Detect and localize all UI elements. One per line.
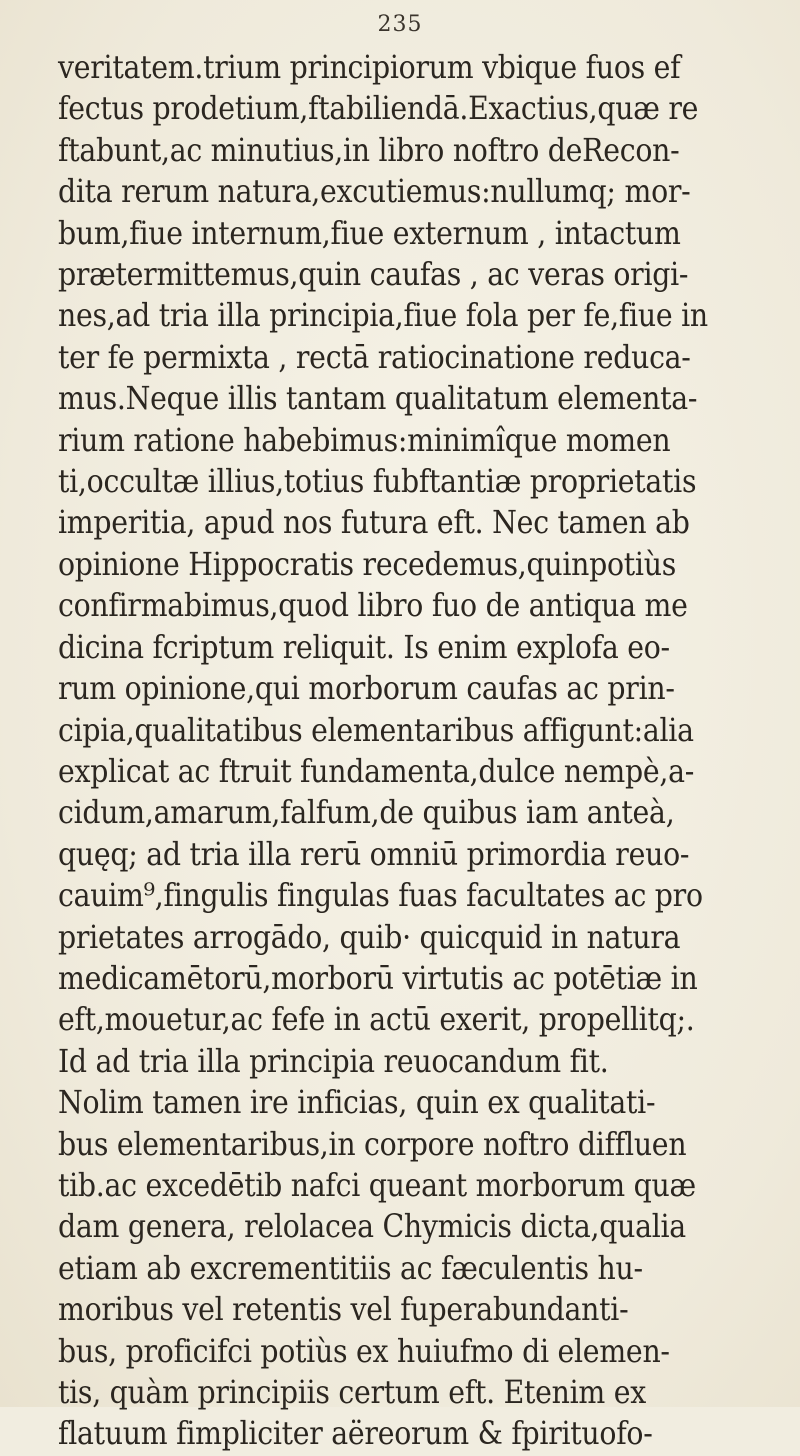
text-line: imperitia, apud nos futura eft. Nec tamen ab	[58, 505, 690, 542]
text-line: mus.Neque illis tantam qualitatum elementa-	[58, 381, 698, 418]
text-line: cipia,qualitatibus elementaribus affigunt:alia	[58, 712, 694, 749]
text-line: quęq; ad tria illa rerū omniū primordia reuo-	[58, 836, 690, 873]
text-line: opinione Hippocratis recedemus,quinpotiùs	[58, 546, 676, 583]
text-line: dam genera, relolacea Chymicis dicta,qualia	[58, 1209, 686, 1246]
text-line: eft,mouetur,ac fefe in actū exerit, propellitq;.	[58, 1002, 695, 1039]
text-line: moribus vel retentis vel fuperabundanti-	[58, 1292, 629, 1329]
text-line: confirmabimus,quod libro fuo de antiqua me	[58, 588, 688, 625]
text-line: fectus prodetium,ftabiliendā.Exactius,quæ re	[58, 91, 699, 128]
text-line: Nolim tamen ire inficias, quin ex qualitati-	[58, 1085, 656, 1122]
text-line: ter fe permixta , rectā ratiocinatione reduca-	[58, 339, 691, 376]
text-line: veritatem.trium principiorum vbique fuos ef	[58, 50, 681, 86]
text-line: ftabunt,ac minutius,in libro noftro deRecon-	[58, 132, 680, 169]
text-line: bum,fiue internum,fiue externum , intactum	[58, 215, 681, 252]
page-number: 235	[377, 12, 423, 37]
text-line: medicamētorū,morborū virtutis ac potētiæ in	[58, 960, 698, 997]
text-line: flatuum fimpliciter aëreorum & fpirituofo-	[58, 1416, 653, 1453]
text-line: Id ad tria illa principia reuocandum fit.	[58, 1043, 609, 1080]
text-line: etiam ab excrementitiis ac fæculentis hu-	[58, 1250, 643, 1287]
text-line: ti,occultæ illius,totius fubftantiæ proprietatis	[58, 464, 697, 501]
text-line: prætermittemus,quin caufas , ac veras origi-	[58, 257, 689, 294]
text-line: cauim⁹,fingulis fingulas fuas facultates ac pro	[58, 878, 703, 915]
text-line: bus elementaribus,in corpore noftro diffluen	[58, 1126, 687, 1163]
text-line: explicat ac ftruit fundamenta,dulce nempè,a-	[58, 753, 695, 790]
text-line: dita rerum natura,excutiemus:nullumq; mor-	[58, 174, 691, 211]
text-line: rum opinione,qui morborum caufas ac prin-	[58, 671, 675, 708]
text-block	[58, 48, 798, 1456]
text-line: prietates arrogādo, quib· quicquid in natura	[58, 919, 681, 956]
text-line: rium ratione habebimus:minimîque momen	[58, 422, 671, 459]
text-line: bus, proficifci potiùs ex huiufmo di elemen-	[58, 1333, 670, 1370]
text-line: nes,ad tria illa principia,fiue fola per fe,fiue in	[58, 298, 708, 335]
text-line: dicina fcriptum reliquit. Is enim explofa eo-	[58, 629, 670, 666]
text-line: cidum,amarum,falfum,de quibus iam anteà,	[58, 795, 675, 832]
text-line: tib.ac excedētib nafci queant morborum quæ	[58, 1167, 696, 1204]
text-line: tis, quàm principiis certum eft. Etenim ex	[58, 1375, 647, 1411]
